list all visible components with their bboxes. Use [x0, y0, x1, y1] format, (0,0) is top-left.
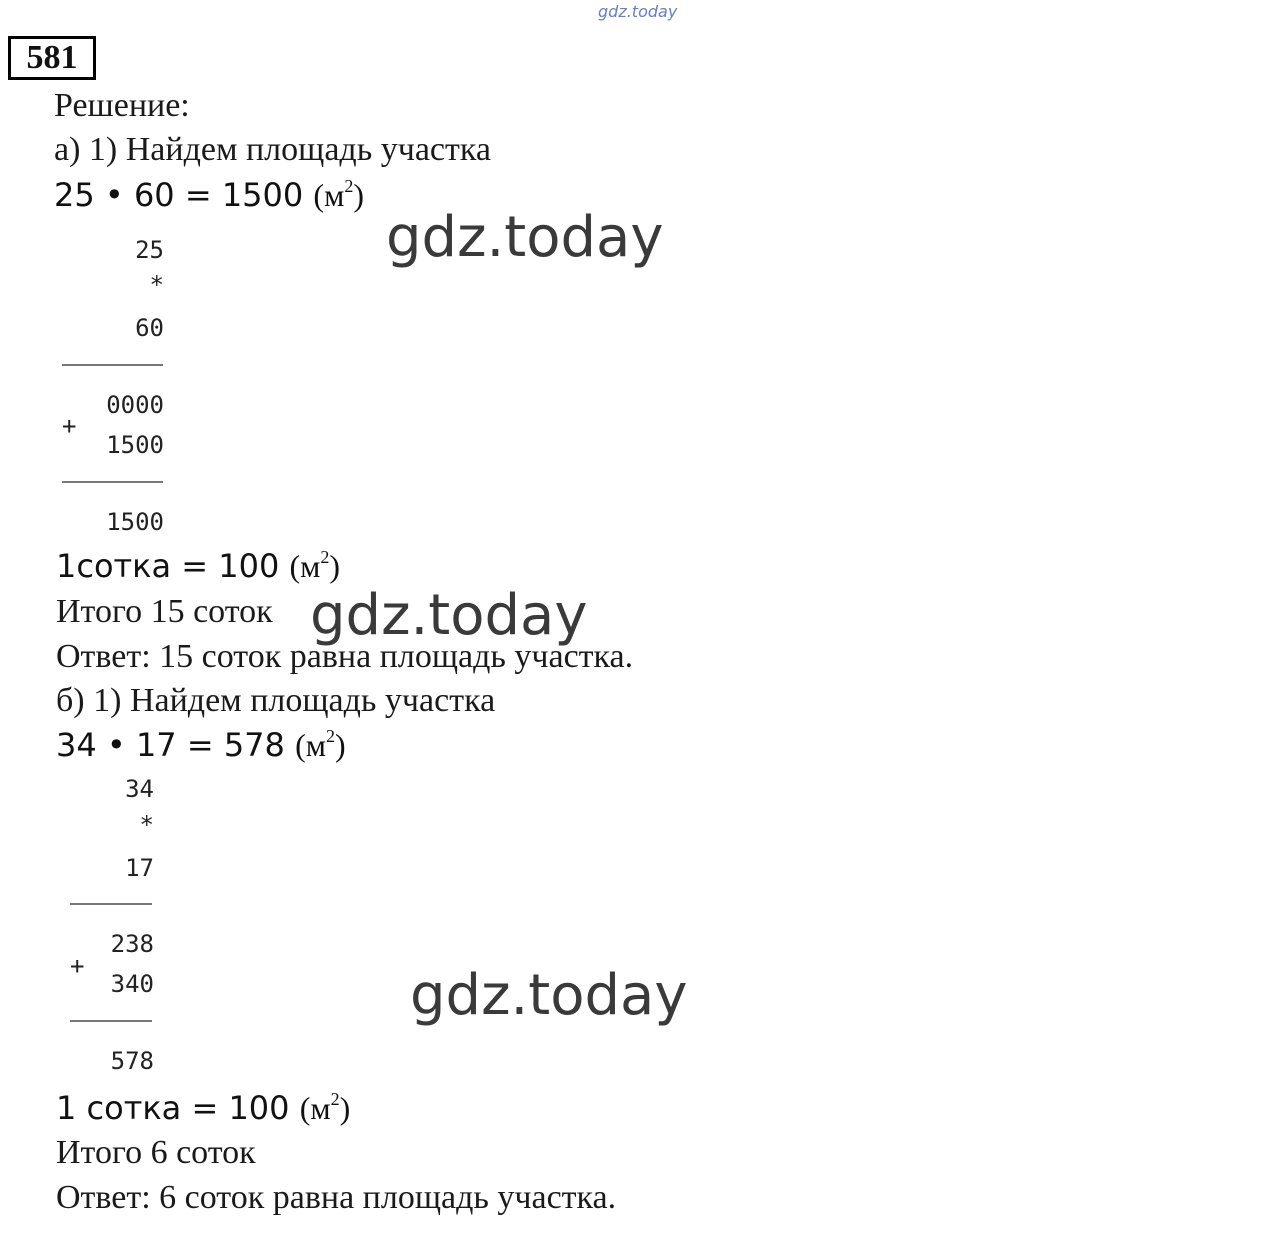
part-a-conversion: [56, 546, 340, 586]
part-a-plus-sign: +: [62, 412, 77, 440]
part-b-result: 578: [110, 1047, 154, 1075]
part-a-rule-2: [62, 481, 163, 483]
part-a-equation: [54, 175, 364, 215]
part-b-partial-1: 238: [110, 930, 154, 958]
part-a-conversion-unit: $(м^2)$: [289, 547, 341, 584]
part-a-equation-text: 25 • 60 = 1500: [54, 176, 304, 214]
part-a-total: Итого 15 соток: [56, 593, 273, 630]
part-a-rule-1: [62, 364, 163, 366]
task-number: 581: [8, 36, 96, 80]
part-b-partial-2: 340: [110, 970, 154, 998]
part-b-rule-1: [70, 903, 152, 905]
part-b-equation-text: 34 • 17 = 578: [56, 726, 285, 764]
part-b-plus-sign: +: [70, 952, 85, 980]
part-b-conversion: [56, 1088, 350, 1128]
part-a-partial-2: 1500: [106, 431, 164, 459]
part-b-mult-op: *: [139, 811, 154, 839]
part-a-result: 1500: [106, 508, 164, 536]
part-a-conversion-text: 1сотка = 100: [56, 547, 280, 585]
part-b-rule-2: [70, 1020, 152, 1022]
part-b-conversion-unit: $(м^2)$: [299, 1089, 351, 1126]
part-b-mult-top: 34: [125, 775, 154, 803]
watermark-3: gdz.today: [410, 963, 688, 1028]
part-b-mult-bottom: 17: [125, 854, 154, 882]
part-a-mult-bottom: 60: [135, 314, 164, 342]
watermark-top: gdz.today: [598, 2, 678, 21]
part-a-mult-op: *: [149, 271, 164, 299]
watermark-1: gdz.today: [386, 205, 664, 270]
part-b-total: Итого 6 соток: [56, 1134, 256, 1171]
part-b-equation-unit: $(м^2)$: [295, 726, 346, 763]
part-b-conversion-text: 1 сотка = 100: [56, 1089, 290, 1127]
part-b-answer: Ответ: 6 соток равна площадь участка.: [56, 1179, 617, 1216]
solution-label: Решение:: [54, 87, 190, 124]
part-a-heading: а) 1) Найдем площадь участка: [54, 131, 491, 168]
part-a-answer: Ответ: 15 соток равна площадь участка.: [56, 638, 634, 675]
part-b-heading: б) 1) Найдем площадь участка: [56, 682, 496, 719]
part-a-mult-top: 25: [135, 236, 164, 264]
watermark-2: gdz.today: [310, 583, 588, 648]
part-b-equation: [56, 725, 346, 765]
part-a-partial-1: 0000: [106, 391, 164, 419]
part-a-equation-unit: $(м^2)$: [313, 176, 364, 213]
